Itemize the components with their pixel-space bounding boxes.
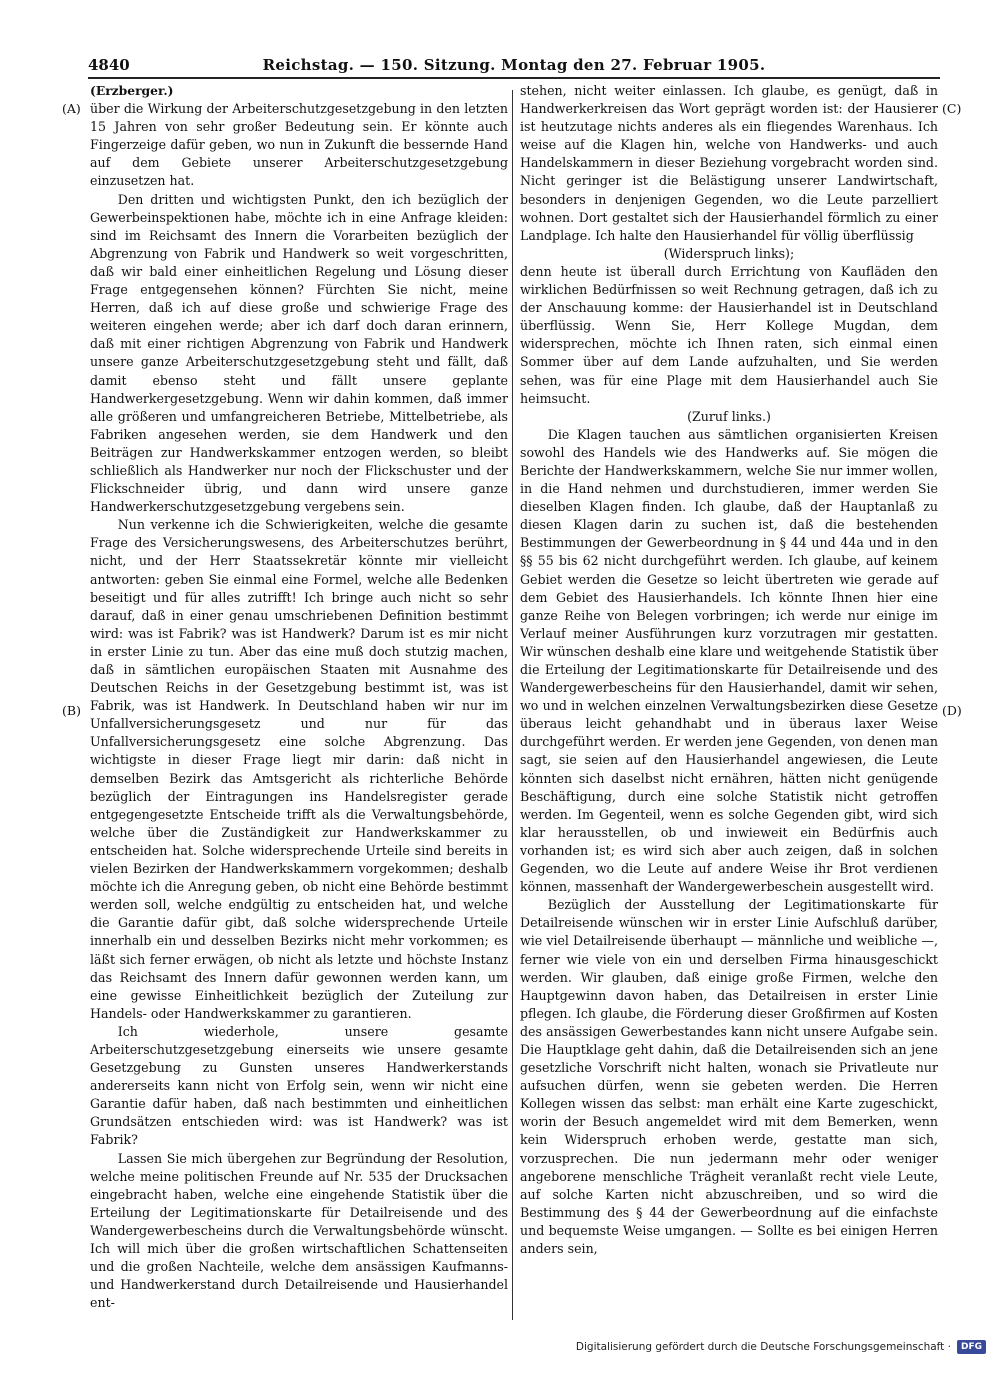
paragraph: Nun verkenne ich die Schwierigkeiten, welche die gesamte Frage des Versicherungswesens, des Arbeiterschutzes berührt, nicht, und der Herr Staatssekretär könnte mir vielleicht antworten: geben Sie einmal eine Formel, welche alle Bedenken beseitigt und für alles zutrifft! Ich bringe auch nicht so sehr darauf, daß in einer genau umschriebenen Definition bestimmt wird: was ist Fabrik? was ist Handwerk? Darum ist es mir nicht in erster Linie zu tun. Aber das eine muß doch stutzig machen, daß in sämtlichen europäischen Staaten mit Ausnahme des Deutschen Reichs in der Gesetzgebung bestimmt ist, was ist Fabrik, was ist Handwerk. In Deutschland haben wir nur im Unfallversicherungsgesetz und nur für das Unfallversicherungsgesetz eine solche Abgrenzung. Das wichtigste in dieser Frage liegt mir darin: daß nicht in demselben Bezirk das Amtsgericht als richterliche Behörde bezüglich der Eintragungen ins Handelsregister gerade entgegengesetzte Entscheide trifft als die Verwaltungsbehörde, welche über die Zuständigkeit zur Handwerkskammer zu entscheiden hat. Solche widersprechende Urteile sind bereits in vielen Bezirken der Handwerkskammern vorgekommen; deshalb möchte ich die Anregung geben, ob nicht eine Behörde bestimmt werden soll, welche endgültig zu entscheiden hat, und welche die Garantie dafür gibt, daß solche widersprechende Urteile innerhalb ein und desselben Bezirks nicht mehr vorkommen; es läßt sich ferner erwägen, ob nicht als letzte und höchste Instanz das Reichsamt des Innern dafür gewonnen werden kann, um eine gewisse Einheitlichkeit bezüglich der Zuteilung zur Handels- oder Handwerkskammer zu garantieren. — [90, 517, 508, 1021]
page-number: 4840 — [88, 56, 130, 74]
footer-text: Digitalisierung gefördert durch die Deutsche Forschungsgemeinschaft · — [575, 1341, 951, 1353]
margin-note-b: (B) — [62, 703, 81, 718]
page-header — [88, 52, 940, 78]
margin-note-a: (A) — [62, 101, 81, 116]
interjection: (Widerspruch links); — [663, 245, 795, 261]
paragraph: Den dritten und wichtigsten Punkt, den ich bezüglich der Gewerbeinspektionen habe, möchte ich in eine Anfrage kleiden: sind im Reichsamt des Innern die Vorarbeiten bezüglich der Abgrenzung von Fabrik und Handwerk so weit vorgeschritten, daß wir bald einer einheitlichen Regelung und Lösung dieser Frage entgegensehen können? Fürchten Sie nicht, meine Herren, daß ich auf diese große und schwierige Frage des weiteren eingehen werde; aber ich darf doch daran erinnern, daß mit einer richtigen Abgrenzung von Fabrik und Handwerk unsere ganze Arbeiterschutzgesetzgebung steht und fällt, daß damit ebenso steht und fällt unsere geplante Handwerkergesetzgebung. Wenn wir dahin kommen, daß immer alle größeren und umfangreicheren Betriebe, Mittelbetriebe, als Fabriken angesehen werden, sie dem Handwerk und den Beiträgen zur Handwerkskammer entzogen werden, so bleibt schließlich als Handwerker nur noch der Flickschuster und der Flickschneider übrig, und dann wird unsere ganze Handwerkerschutzgesetzgebung vergebens sein. — [90, 191, 508, 515]
paragraph: stehen, nicht weiter einlassen. Ich glaube, es genügt, daß in Handwerkerkreisen das Wort geprägt worden ist: der Hausierer ist heutzutage nichts anderes als ein fliegendes Warenhaus. Ich weise auf die Klagen hin, welche von Handwerks- und auch Handelskammern in dieser Beziehung vorgebracht worden sind. Nicht geringer ist die Belästigung unserer Landwirtschaft, besonders in denjenigen Gegenden, wo die Leute parzelliert wohnen. Dort gestaltet sich der Hausierhandel förmlich zu einer Landplage. Ich halte den Hausierhandel für völlig überflüssig — [520, 83, 938, 243]
running-title: Reichstag. — 150. Sitzung. Montag den 27. Februar 1905. — [262, 56, 766, 74]
dfg-logo: DFG — [957, 1340, 986, 1354]
right-column — [520, 82, 938, 1258]
interjection: (Zuruf links.) — [687, 408, 771, 424]
column-divider — [512, 90, 513, 1320]
left-column — [90, 82, 508, 1312]
margin-note-c: (C) — [942, 101, 962, 116]
header-rule — [88, 77, 940, 79]
footer-credit — [576, 1340, 986, 1354]
paragraph: Bezüglich der Ausstellung der Legitimationskarte für Detailreisende wünschen wir in erster Linie Aufschluß darüber, wie viel Detailreisende überhaupt — männliche und weibliche —, ferner wie viele von ein und derselben Firma hinausgeschickt werden. Wir glauben, daß einige große Firmen, welche den Hauptgewinn davon haben, das Detailreisen in erster Linie pflegen. Ich glaube, die Förderung dieser Großfirmen auf Kosten des ansässigen Gewerbestandes kann nicht unsere Aufgabe sein. Die Hauptklage geht dahin, daß die Detailreisenden sich an jene gesetzliche Vorschrift nicht halten, wonach sie Privatleute nur aufsuchen dürfen, wenn sie gebeten werden. Die Herren Kollegen wissen das selbst: man erhält eine Karte zugeschickt, worin der Besuch angemeldet wird mit dem Bemerken, wenn kein Widerspruch erhoben werde, gestatte man sich, vorzusprechen. Die nun jedermann mehr oder weniger angeborene menschliche Trägheit veranlaßt recht viele Leute, auf solche Karten nicht abzuschreiben, und so wird die Bestimmung des § 44 der Gewerbeordnung auf die einfachste und bequemste Weise umgangen. — Sollte es bei einigen Herren anders sein, — [520, 897, 938, 1256]
paragraph: denn heute ist überall durch Errichtung von Kaufläden den wirklichen Bedürfnissen so weit Rechnung getragen, daß ich zu der Anschauung komme: der Hausierhandel ist in Deutschland überflüssig. Wenn Sie, Herr Kollege Mugdan, dem widersprechen, möchte ich Ihnen raten, sich einmal einen Sommer über auf dem Lande aufzuhalten, und Sie werden sehen, was für eine Plage mit dem Hausierhandel auch Sie heimsucht. — [520, 263, 938, 406]
margin-note-d: (D) — [942, 703, 962, 718]
paragraph: Die Klagen tauchen aus sämtlichen organisierten Kreisen sowohl des Handels wie des Handwerks auf. Sie mögen die Berichte der Handwerkskammern, welche Sie nur immer wollen, in die Hand nehmen und durchstudieren, immer werden Sie dieselben Klagen finden. Ich glaube, daß der Hauptanlaß zu diesen Klagen darin zu suchen ist, daß die bestehenden Bestimmungen der Gewerbeordnung in § 44 und 44a und in den §§ 55 bis 62 nicht durchgeführt werden. Ich glaube, auf keinem Gebiet werden die Gesetze so leicht übertreten wie gerade auf dem Gebiet des Hausierhandels. Ich könnte Ihnen hier eine ganze Reihe von Belegen vorbringen; ich werde nur einige im Verlauf meiner Ausführungen kurz vorzutragen mir gestatten. Wir wünschen deshalb eine klare und weitgehende Statistik über die Erteilung der Legitimationskarte für Detailreisende und des Wandergewerbescheins für den Hausierhandel, damit wir sehen, wo und in welchen einzelnen Verwaltungsbezirken diese Gesetze überaus leicht gehandhabt und in überaus laxer Weise durchgeführt werden. Er werden jene Gegenden, von denen man sagt, sie seien auf den Hausierhandel angewiesen, die Leute könnten sich daselbst nicht ernähren, hätten nicht genügende Beschäftigung, durch eine solche Statistik nicht getroffen werden. Im Gegenteil, wenn es solche Gegenden gibt, wird sich klar herausstellen, ob und inwieweit ein Bedürfnis auch vorhanden ist; es wird sich aber auch zeigen, daß in solchen Gegenden, wo die Leute auf andere Weise ihr Brot verdienen können, massenhaft der Wandergewerbeschein ausgestellt wird. — [520, 426, 938, 895]
speaker-name: (Erzberger.) — [90, 83, 174, 98]
paragraph: Lassen Sie mich übergehen zur Begründung der Resolution, welche meine politischen Freunde auf Nr. 535 der Drucksachen eingebracht haben, welche eine eingehende Statistik über die Erteilung der Legitimationskarte für Detailreisende und des Wandergewerbescheins durch die Verwaltungsbehörde wünscht. Ich will mich über die großen wirtschaftlichen Schattenseiten und die großen Nachteile, welche dem ansässigen Kaufmanns- und Handwerkerstand durch Detailreisende und Hausierhandel ent- — [90, 1150, 508, 1311]
paragraph: Ich wiederhole, unsere gesamte Arbeiterschutzgesetzgebung einerseits wie unsere gesamte Gesetzgebung zu Gunsten unseres Handwerkerstands andererseits kann nicht von Erfolg sein, wenn wir nicht eine Garantie dafür haben, daß nach bestimmten und einheitlichen Grundsätzen entschieden wird: was ist Handwerk? was ist Fabrik? — [90, 1023, 508, 1148]
paragraph: über die Wirkung der Arbeiterschutzgesetzgebung in den letzten 15 Jahren von sehr großer Bedeutung sein. Er könnte auch Fingerzeige dafür geben, wo nun in Zukunft die bessernde Hand auf dem Gebiete unserer Arbeiterschutzgesetzgebung einzusetzen hat. — [90, 101, 508, 189]
